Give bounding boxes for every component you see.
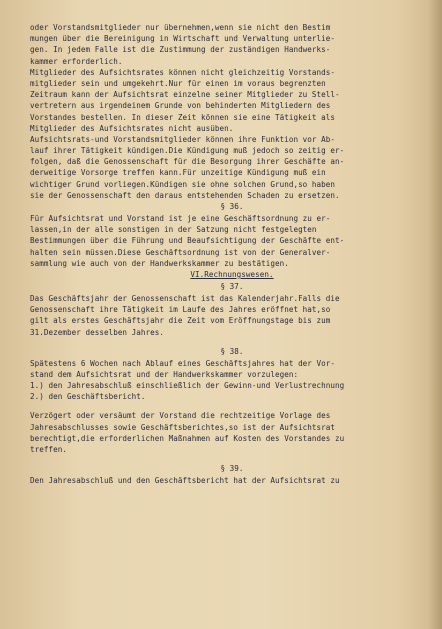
text-line: gen. In jedem Falle ist die Zustimmung der zuständigen Handwerks-: [30, 45, 331, 55]
text-line: Für Aufsichtsrat und Vorstand ist je eine Geschäftsordnung zu er-: [30, 214, 331, 223]
paragraph-fiscal-year: [30, 293, 434, 338]
paragraph-annual-statement: [30, 358, 434, 403]
text-line: Verzögert oder versäumt der Vorstand die rechtzeitige Vorlage des: [30, 411, 331, 421]
text-line: halten sein müssen.Diese Geschäftsordnung ist von der Generalver-: [30, 247, 331, 257]
text-line: Zeitraum kann der Aufsichtsrat einzelne seiner Mitglieder zu Stell-: [30, 90, 340, 100]
text-line: 1.) den Jahresabschluß einschließlich der Gewinn-und Verlustrechnung: [30, 381, 345, 391]
text-line: folgen, daß die Genossenschaft für die Besorgung ihrer Geschäfte an-: [30, 157, 345, 167]
text-line: lauf ihrer Tätigkeit kündigen.Die Kündigung muß jedoch so zeitig er-: [30, 146, 345, 156]
chapter-heading-text: VI.Rechnungswesen.: [190, 269, 274, 279]
text-line: sammlung wie auch von der Handwerkskammer zu bestätigen.: [30, 258, 289, 268]
text-line: oder Vorstandsmitglieder nur übernehmen,wenn sie nicht den Bestim: [30, 23, 331, 32]
text-line: Den Jahresabschluß und den Geschäftsbericht hat der Aufsichtsrat zu: [30, 476, 340, 486]
text-line: vertretern aus irgendeinem Grunde von behinderten Mitgliedern des: [30, 101, 331, 111]
paragraph-rules-of-procedure: [30, 213, 434, 269]
text-line: gilt als erstes Geschäftsjahr die Zeit vom Eröffnungstage bis zum: [30, 316, 331, 326]
text-line: Das Geschäftsjahr der Genossenschaft ist das Kalenderjahr.Falls die: [30, 293, 340, 303]
text-line: Mitglieder des Aufsichtsrates können nicht gleichzeitig Vorstands-: [30, 67, 336, 77]
text-line: berechtigt,die erforderlichen Maßnahmen auf Kosten des Vorstandes zu: [30, 433, 345, 443]
section-heading-37: § 37.: [220, 281, 244, 291]
paragraph-board-rules: [30, 22, 434, 201]
text-line: treffen.: [30, 445, 67, 454]
section-heading-39: § 39.: [220, 464, 244, 474]
text-line: Vorstandes bestellen. In dieser Zeit können sie eine Tätigkeit als: [30, 112, 336, 122]
text-line: sie der Genossenschaft den daraus entstehenden Schaden zu ersetzen.: [30, 190, 340, 200]
text-line: Bestimmungen über die Führung und Beaufsichtigung der Geschäfte ent-: [30, 236, 345, 246]
chapter-heading-accounting: [30, 269, 434, 281]
text-line: Genossenschaft ihre Tätigkeit im Laufe des Jahres eröffnet hat,so: [30, 305, 331, 315]
typewritten-text: [30, 22, 434, 486]
text-line: derweitige Vorsorge treffen kann.Für unzeitige Kündigung muß ein: [30, 168, 326, 178]
text-line: stand dem Aufsichtsrat und der Handwerkskammer vorzulegen:: [30, 369, 299, 379]
text-line: wichtiger Grund vorliegen.Kündigen sie ohne solchen Grund,so haben: [30, 179, 336, 189]
text-line: Aufsichtsrats-und Vorstandsmitglieder können ihre Funktion vor Ab-: [30, 134, 336, 144]
paragraph-delay: [30, 410, 434, 455]
text-line: mungen über die Bereinigung in Wirtschaft und Verwaltung unterlie-: [30, 34, 336, 44]
section-heading-38: § 38.: [220, 346, 244, 356]
text-line: Jahresabschlusses sowie Geschäftsberichtes,so ist der Aufsichtsrat: [30, 422, 336, 432]
text-line: 31.Dezember desselben Jahres.: [30, 327, 165, 337]
text-line: lassen,in der alle sonstigen in der Satzung nicht festgelegten: [30, 225, 317, 235]
text-line: kammer erforderlich.: [30, 56, 123, 66]
paragraph-review: [30, 475, 434, 486]
text-line: Spätestens 6 Wochen nach Ablauf eines Geschäftsjahres hat der Vor-: [30, 358, 336, 368]
section-heading-36: § 36.: [220, 202, 244, 211]
text-line: 2.) den Geschäftsbericht.: [30, 392, 146, 402]
text-line: mitglieder sein und umgekehrt.Nur für einen im voraus begrenzten: [30, 78, 326, 88]
text-line: Mitglieder des Aufsichtsrates nicht ausüben.: [30, 123, 234, 133]
